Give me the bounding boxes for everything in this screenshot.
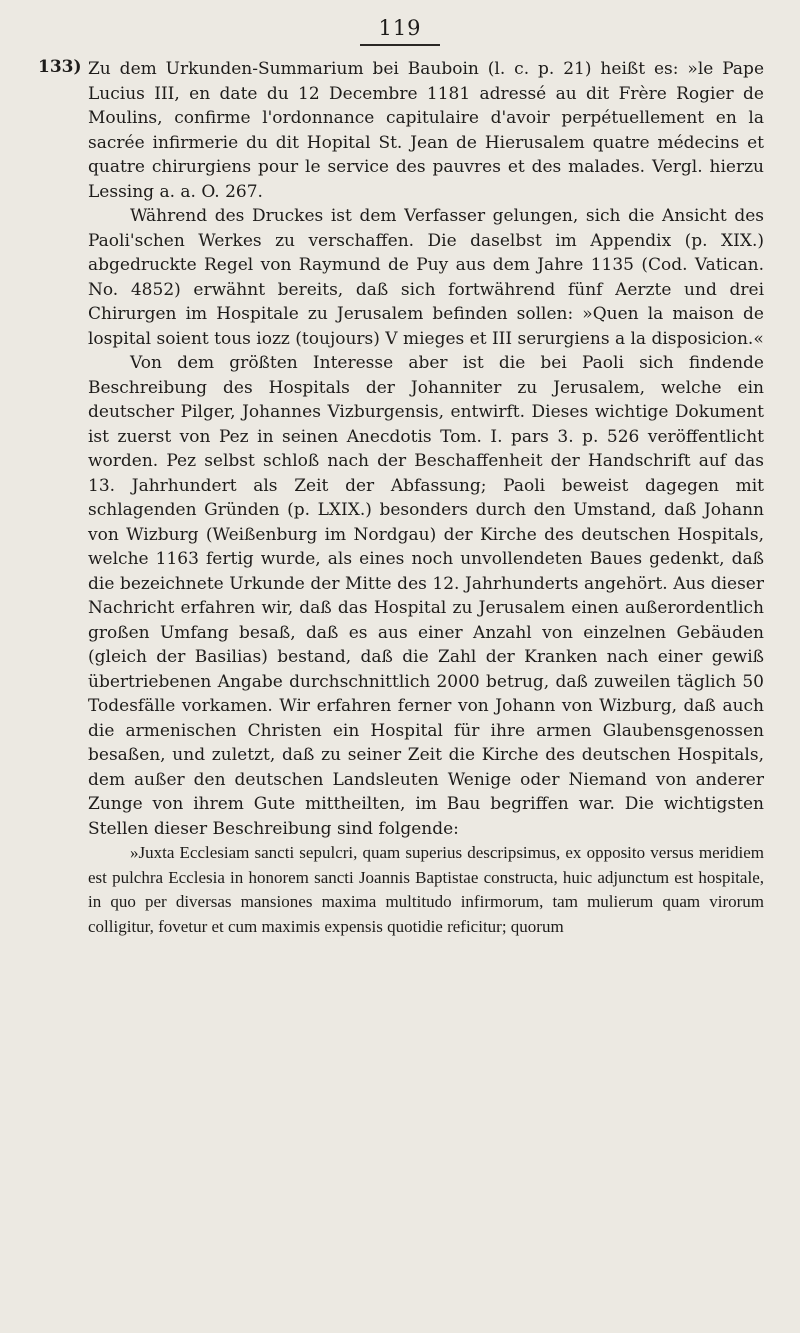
paragraph-hospital-description: Von dem größten Interesse aber ist die bei Paoli sich findende Beschreibung des Hospitals der Johanniter zu Jerusalem, welche ein deutscher Pilger, Johannes Vizburgensis, entwirft. Dieses wichtige Dokument ist zuerst von Pez in seinen Anecdotis Tom. I. pars 3. p. 526 veröffentlicht worden. Pez selbst schloß nach der Beschaffenheit der Handschrift auf das 13. Jahrhundert als Zeit der Abfassung; Paoli beweist dagegen mit schlagenden Gründen (p. LXIX.) besonders durch den Umstand, daß Johann von Wizburg (Weißenburg im Nordgau) der Kirche des deutschen Hospitals, welche 1163 fertig wurde, als eines noch unvollendeten Baues gedenkt, daß die bezeichnete Urkunde der Mitte des 12. Jahrhunderts angehört. Aus dieser Nachricht erfahren wir, daß das Hospital zu Jerusalem einen außerordentlich großen Umfang besaß, daß es aus einer Anzahl von einzelnen Gebäuden (gleich der Basilias) bestand, daß die Zahl der Kranken nach einer gewiß übertriebenen Angabe durchschnittlich 2000 betrug, daß zuweilen täglich 50 Todesfälle vorkamen. Wir erfahren ferner von Johann von Wizburg, daß auch die armenischen Christen ein Hospital für ihre armen Glaubensgenossen besaßen, und zuletzt, daß zu seiner Zeit die Kirche des deutschen Hospitals, dem außer den deutschen Landsleuten Wenige oder Niemand von anderer Zunge von ihrem Gute mittheilten, im Bau begriffen war. Die wichtigsten Stellen dieser Beschreibung sind folgende: bbox=[88, 353, 764, 839]
footnote-number: 133) bbox=[38, 57, 82, 77]
paragraph-summary: Zu dem Urkunden-Summarium bei Bauboin (l. c. p. 21) heißt es: »le Pape Lucius III, en date du 12 Decembre 1181 adressé au dit Frère Rogier de Moulins, confirme l'ordonnance capitulaire d'avoir perpétuellement en la sacrée infirmerie du dit Hopital St. Jean de Hierusalem quatre médecins et quatre chirurgiens pour le service des pauvres et des malades. Vergl. hierzu Lessing a. a. O. 267. bbox=[88, 59, 764, 202]
page-number: 119 bbox=[378, 16, 422, 40]
paragraph-latin-quote: »Juxta Ecclesiam sancti sepulcri, quam superius descripsimus, ex opposito versus meridiem est pulchra Ecclesia in honorem sancti Joannis Baptistae constructa, huic adjunctum est hospitale, in quo per diversas mansiones maxima multitudo infirmorum, tam mulierum quam virorum colligitur, fovetur et cum maximis expensis quotidie reficitur; quorum bbox=[88, 843, 764, 936]
page-number-rule bbox=[360, 44, 440, 46]
paragraph-paoli-rule: Während des Druckes ist dem Verfasser gelungen, sich die Ansicht des Paoli'schen Werkes zu verschaffen. Die daselbst im Appendix (p. XIX.) abgedruckte Regel von Raymund de Puy aus dem Jahre 1135 (Cod. Vatican. No. 4852) erwähnt bereits, daß sich fortwährend fünf Aerzte und drei Chirurgen im Hospitale zu Jerusalem befinden sollen: »Quen la maison de lospital soient tous iozz (toujours) V mieges et III serurgiens a la disposicion.« bbox=[88, 206, 764, 349]
footnote-body bbox=[88, 57, 764, 939]
